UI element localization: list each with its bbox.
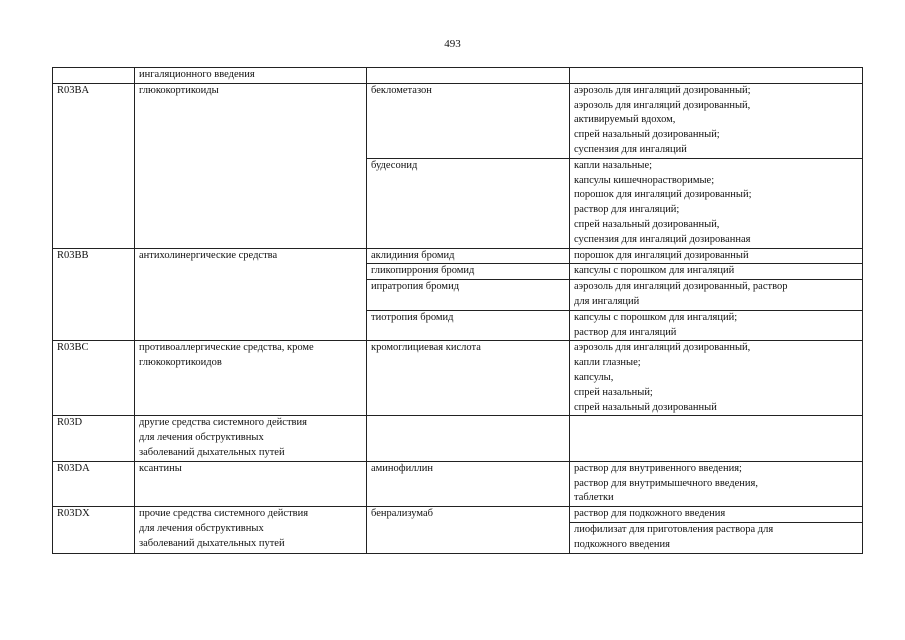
forms-cell: лиофилизат для приготовления раствора для подкожного введения: [570, 522, 863, 553]
group-cell: глюкокортикоиды: [135, 83, 367, 248]
table-row: [53, 461, 863, 506]
group-cell: ингаляционного введения: [135, 68, 367, 84]
drug-cell: гликопиррония бромид: [367, 264, 570, 280]
forms-cell: капсулы с порошком для ингаляций: [570, 264, 863, 280]
drug-cell: бенрализумаб: [367, 507, 570, 553]
atc-code-cell: R03D: [53, 416, 135, 461]
table-row: [53, 83, 863, 158]
forms-cell: раствор для подкожного введения: [570, 507, 863, 523]
drug-cell: тиотропия бромид: [367, 310, 570, 341]
forms-cell: капсулы с порошком для ингаляций; раствор для ингаляций: [570, 310, 863, 341]
page-number: 493: [444, 38, 461, 50]
table-row: [53, 507, 863, 523]
forms-cell: аэрозоль для ингаляций дозированный; аэрозоль для ингаляций дозированный, активируемый вдохом, спрей назальный дозированный; суспензия для ингаляций: [570, 83, 863, 158]
table-row: [53, 68, 863, 84]
forms-cell: [570, 68, 863, 84]
group-cell: ксантины: [135, 461, 367, 506]
forms-cell: аэрозоль для ингаляций дозированный, капли глазные; капсулы, спрей назальный; спрей назальный дозированный: [570, 341, 863, 416]
forms-cell: капли назальные; капсулы кишечнорастворимые; порошок для ингаляций дозированный; раствор для ингаляций; спрей назальный дозированный, суспензия для ингаляций дозированная: [570, 158, 863, 248]
group-cell: прочие средства системного действия для лечения обструктивных заболеваний дыхательных путей: [135, 507, 367, 553]
drug-cell: ипратропия бромид: [367, 280, 570, 311]
group-cell: антихолинергические средства: [135, 248, 367, 341]
drug-table: [52, 67, 863, 554]
drug-cell: аминофиллин: [367, 461, 570, 506]
forms-cell: порошок для ингаляций дозированный: [570, 248, 863, 264]
drug-cell: будесонид: [367, 158, 570, 248]
group-cell: другие средства системного действия для лечения обструктивных заболеваний дыхательных путей: [135, 416, 367, 461]
atc-code-cell: [53, 68, 135, 84]
table-row: [53, 416, 863, 461]
forms-cell: аэрозоль для ингаляций дозированный, раствор для ингаляций: [570, 280, 863, 311]
drug-cell: аклидиния бромид: [367, 248, 570, 264]
drug-cell: кромоглициевая кислота: [367, 341, 570, 416]
drug-cell: [367, 68, 570, 84]
atc-code-cell: R03BA: [53, 83, 135, 248]
table-row: [53, 341, 863, 416]
drug-cell: [367, 416, 570, 461]
group-cell: противоаллергические средства, кроме глюкокортикоидов: [135, 341, 367, 416]
forms-cell: раствор для внутривенного введения; раствор для внутримышечного введения, таблетки: [570, 461, 863, 506]
atc-code-cell: R03BB: [53, 248, 135, 341]
atc-code-cell: R03DX: [53, 507, 135, 553]
atc-code-cell: R03DA: [53, 461, 135, 506]
forms-cell: [570, 416, 863, 461]
atc-code-cell: R03BC: [53, 341, 135, 416]
drug-cell: беклометазон: [367, 83, 570, 158]
table-row: [53, 248, 863, 264]
